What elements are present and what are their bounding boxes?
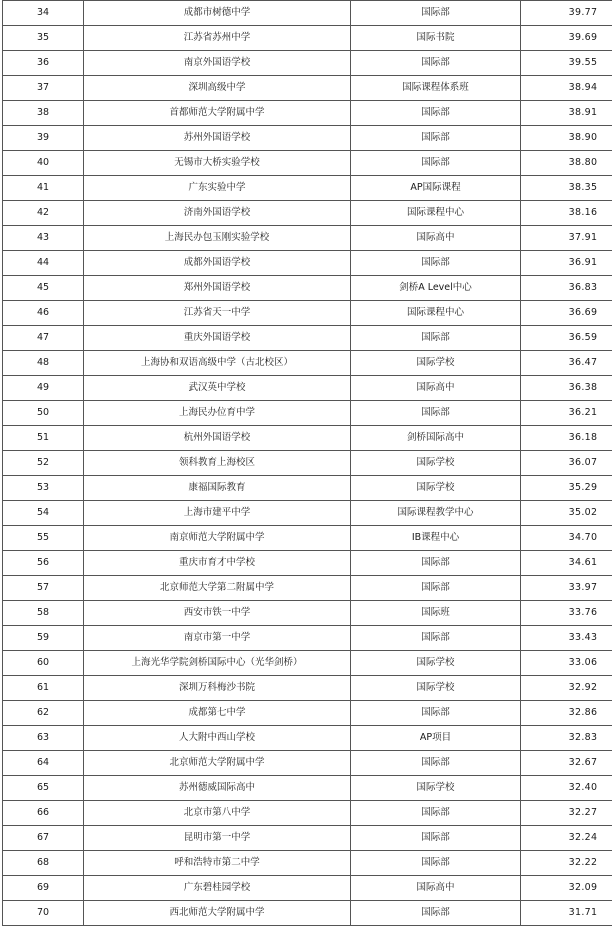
school-name-cell: 昆明市第一中学 bbox=[84, 826, 351, 851]
score-cell: 31.71 bbox=[521, 901, 612, 926]
school-name-cell: 呼和浩特市第二中学 bbox=[84, 851, 351, 876]
department-cell: 国际部 bbox=[351, 851, 521, 876]
score-cell: 35.29 bbox=[521, 476, 612, 501]
school-name-cell: 康福国际教育 bbox=[84, 476, 351, 501]
rank-cell: 53 bbox=[3, 476, 84, 501]
rank-cell: 38 bbox=[3, 101, 84, 126]
table-row bbox=[3, 526, 612, 551]
score-cell: 38.80 bbox=[521, 151, 612, 176]
rank-cell: 34 bbox=[3, 1, 84, 26]
rank-cell: 40 bbox=[3, 151, 84, 176]
school-name-cell: 上海市建平中学 bbox=[84, 501, 351, 526]
rank-cell: 43 bbox=[3, 226, 84, 251]
department-cell: AP国际课程 bbox=[351, 176, 521, 201]
table-row bbox=[3, 751, 612, 776]
school-name-cell: 苏州德威国际高中 bbox=[84, 776, 351, 801]
department-cell: 国际学校 bbox=[351, 651, 521, 676]
table-row bbox=[3, 876, 612, 901]
school-name-cell: 深圳高级中学 bbox=[84, 76, 351, 101]
score-cell: 34.70 bbox=[521, 526, 612, 551]
school-name-cell: 苏州外国语学校 bbox=[84, 126, 351, 151]
table-row bbox=[3, 226, 612, 251]
table-row bbox=[3, 851, 612, 876]
score-cell: 32.40 bbox=[521, 776, 612, 801]
score-cell: 36.07 bbox=[521, 451, 612, 476]
department-cell: 国际高中 bbox=[351, 876, 521, 901]
score-cell: 36.18 bbox=[521, 426, 612, 451]
table-row bbox=[3, 76, 612, 101]
department-cell: 国际部 bbox=[351, 326, 521, 351]
rank-cell: 62 bbox=[3, 701, 84, 726]
score-cell: 38.16 bbox=[521, 201, 612, 226]
score-cell: 36.38 bbox=[521, 376, 612, 401]
score-cell: 38.35 bbox=[521, 176, 612, 201]
school-name-cell: 首都师范大学附属中学 bbox=[84, 101, 351, 126]
rank-cell: 59 bbox=[3, 626, 84, 651]
department-cell: 国际部 bbox=[351, 51, 521, 76]
rank-cell: 55 bbox=[3, 526, 84, 551]
department-cell: 国际部 bbox=[351, 151, 521, 176]
rank-cell: 69 bbox=[3, 876, 84, 901]
school-name-cell: 北京师范大学第二附属中学 bbox=[84, 576, 351, 601]
department-cell: 国际部 bbox=[351, 576, 521, 601]
school-name-cell: 西安市铁一中学 bbox=[84, 601, 351, 626]
score-cell: 38.91 bbox=[521, 101, 612, 126]
table-row bbox=[3, 126, 612, 151]
rank-cell: 61 bbox=[3, 676, 84, 701]
score-cell: 32.09 bbox=[521, 876, 612, 901]
ranking-table-body bbox=[3, 1, 612, 926]
table-row bbox=[3, 326, 612, 351]
score-cell: 33.43 bbox=[521, 626, 612, 651]
table-row bbox=[3, 151, 612, 176]
department-cell: 国际课程中心 bbox=[351, 201, 521, 226]
school-name-cell: 上海光华学院剑桥国际中心（光华剑桥） bbox=[84, 651, 351, 676]
score-cell: 33.76 bbox=[521, 601, 612, 626]
rank-cell: 68 bbox=[3, 851, 84, 876]
table-row bbox=[3, 351, 612, 376]
department-cell: 国际部 bbox=[351, 126, 521, 151]
score-cell: 35.02 bbox=[521, 501, 612, 526]
table-row bbox=[3, 726, 612, 751]
department-cell: IB课程中心 bbox=[351, 526, 521, 551]
school-name-cell: 江苏省天一中学 bbox=[84, 301, 351, 326]
score-cell: 39.77 bbox=[521, 1, 612, 26]
school-name-cell: 上海民办位育中学 bbox=[84, 401, 351, 426]
school-name-cell: 南京师范大学附属中学 bbox=[84, 526, 351, 551]
score-cell: 36.47 bbox=[521, 351, 612, 376]
table-row bbox=[3, 276, 612, 301]
score-cell: 36.59 bbox=[521, 326, 612, 351]
score-cell: 36.91 bbox=[521, 251, 612, 276]
department-cell: 国际课程中心 bbox=[351, 301, 521, 326]
school-name-cell: 济南外国语学校 bbox=[84, 201, 351, 226]
table-row bbox=[3, 201, 612, 226]
department-cell: 国际学校 bbox=[351, 351, 521, 376]
school-name-cell: 杭州外国语学校 bbox=[84, 426, 351, 451]
table-row bbox=[3, 451, 612, 476]
table-row bbox=[3, 26, 612, 51]
school-name-cell: 江苏省苏州中学 bbox=[84, 26, 351, 51]
school-name-cell: 南京市第一中学 bbox=[84, 626, 351, 651]
school-name-cell: 无锡市大桥实验学校 bbox=[84, 151, 351, 176]
score-cell: 39.55 bbox=[521, 51, 612, 76]
school-name-cell: 北京师范大学附属中学 bbox=[84, 751, 351, 776]
table-row bbox=[3, 301, 612, 326]
school-name-cell: 上海协和双语高级中学（古北校区） bbox=[84, 351, 351, 376]
table-row bbox=[3, 501, 612, 526]
school-name-cell: 成都外国语学校 bbox=[84, 251, 351, 276]
rank-cell: 56 bbox=[3, 551, 84, 576]
rank-cell: 60 bbox=[3, 651, 84, 676]
department-cell: 国际书院 bbox=[351, 26, 521, 51]
department-cell: 国际高中 bbox=[351, 226, 521, 251]
rank-cell: 70 bbox=[3, 901, 84, 926]
table-row bbox=[3, 551, 612, 576]
school-name-cell: 人大附中西山学校 bbox=[84, 726, 351, 751]
score-cell: 32.22 bbox=[521, 851, 612, 876]
school-name-cell: 上海民办包玉刚实验学校 bbox=[84, 226, 351, 251]
rank-cell: 49 bbox=[3, 376, 84, 401]
department-cell: 国际高中 bbox=[351, 376, 521, 401]
department-cell: 国际部 bbox=[351, 751, 521, 776]
department-cell: 国际部 bbox=[351, 826, 521, 851]
school-name-cell: 西北师范大学附属中学 bbox=[84, 901, 351, 926]
rank-cell: 51 bbox=[3, 426, 84, 451]
department-cell: 国际课程体系班 bbox=[351, 76, 521, 101]
department-cell: 国际部 bbox=[351, 626, 521, 651]
score-cell: 36.69 bbox=[521, 301, 612, 326]
table-row bbox=[3, 601, 612, 626]
rank-cell: 44 bbox=[3, 251, 84, 276]
department-cell: 国际部 bbox=[351, 101, 521, 126]
school-name-cell: 成都市树德中学 bbox=[84, 1, 351, 26]
table-row bbox=[3, 401, 612, 426]
department-cell: 国际部 bbox=[351, 1, 521, 26]
department-cell: 国际学校 bbox=[351, 676, 521, 701]
department-cell: 国际部 bbox=[351, 251, 521, 276]
department-cell: 国际部 bbox=[351, 901, 521, 926]
school-name-cell: 郑州外国语学校 bbox=[84, 276, 351, 301]
score-cell: 33.97 bbox=[521, 576, 612, 601]
department-cell: 国际学校 bbox=[351, 776, 521, 801]
rank-cell: 48 bbox=[3, 351, 84, 376]
table-row bbox=[3, 651, 612, 676]
score-cell: 37.91 bbox=[521, 226, 612, 251]
table-row bbox=[3, 476, 612, 501]
school-name-cell: 南京外国语学校 bbox=[84, 51, 351, 76]
table-row bbox=[3, 626, 612, 651]
score-cell: 33.06 bbox=[521, 651, 612, 676]
score-cell: 32.83 bbox=[521, 726, 612, 751]
rank-cell: 63 bbox=[3, 726, 84, 751]
table-row bbox=[3, 676, 612, 701]
school-name-cell: 北京市第八中学 bbox=[84, 801, 351, 826]
rank-cell: 54 bbox=[3, 501, 84, 526]
department-cell: 国际学校 bbox=[351, 476, 521, 501]
department-cell: 国际学校 bbox=[351, 451, 521, 476]
rank-cell: 36 bbox=[3, 51, 84, 76]
score-cell: 36.83 bbox=[521, 276, 612, 301]
rank-cell: 65 bbox=[3, 776, 84, 801]
table-row bbox=[3, 901, 612, 926]
rank-cell: 64 bbox=[3, 751, 84, 776]
table-row bbox=[3, 1, 612, 26]
rank-cell: 58 bbox=[3, 601, 84, 626]
rank-cell: 66 bbox=[3, 801, 84, 826]
department-cell: 剑桥国际高中 bbox=[351, 426, 521, 451]
rank-cell: 52 bbox=[3, 451, 84, 476]
rank-cell: 50 bbox=[3, 401, 84, 426]
rank-cell: 46 bbox=[3, 301, 84, 326]
department-cell: 国际班 bbox=[351, 601, 521, 626]
rank-cell: 57 bbox=[3, 576, 84, 601]
department-cell: 国际部 bbox=[351, 401, 521, 426]
school-name-cell: 深圳万科梅沙书院 bbox=[84, 676, 351, 701]
score-cell: 34.61 bbox=[521, 551, 612, 576]
score-cell: 38.90 bbox=[521, 126, 612, 151]
school-name-cell: 重庆外国语学校 bbox=[84, 326, 351, 351]
table-row bbox=[3, 776, 612, 801]
rank-cell: 35 bbox=[3, 26, 84, 51]
score-cell: 39.69 bbox=[521, 26, 612, 51]
table-row bbox=[3, 701, 612, 726]
score-cell: 32.27 bbox=[521, 801, 612, 826]
school-name-cell: 广东实验中学 bbox=[84, 176, 351, 201]
table-row bbox=[3, 801, 612, 826]
school-name-cell: 武汉英中学校 bbox=[84, 376, 351, 401]
table-row bbox=[3, 251, 612, 276]
department-cell: 国际部 bbox=[351, 701, 521, 726]
score-cell: 36.21 bbox=[521, 401, 612, 426]
score-cell: 32.86 bbox=[521, 701, 612, 726]
rank-cell: 39 bbox=[3, 126, 84, 151]
score-cell: 32.67 bbox=[521, 751, 612, 776]
score-cell: 32.24 bbox=[521, 826, 612, 851]
department-cell: AP项目 bbox=[351, 726, 521, 751]
rank-cell: 47 bbox=[3, 326, 84, 351]
table-row bbox=[3, 426, 612, 451]
ranking-table bbox=[2, 0, 612, 926]
department-cell: 国际部 bbox=[351, 551, 521, 576]
score-cell: 32.92 bbox=[521, 676, 612, 701]
score-cell: 38.94 bbox=[521, 76, 612, 101]
table-row bbox=[3, 826, 612, 851]
table-row bbox=[3, 376, 612, 401]
rank-cell: 41 bbox=[3, 176, 84, 201]
school-name-cell: 成都第七中学 bbox=[84, 701, 351, 726]
table-row bbox=[3, 101, 612, 126]
department-cell: 国际课程教学中心 bbox=[351, 501, 521, 526]
rank-cell: 67 bbox=[3, 826, 84, 851]
school-name-cell: 广东碧桂园学校 bbox=[84, 876, 351, 901]
school-name-cell: 领科教育上海校区 bbox=[84, 451, 351, 476]
rank-cell: 37 bbox=[3, 76, 84, 101]
department-cell: 剑桥A Level中心 bbox=[351, 276, 521, 301]
department-cell: 国际部 bbox=[351, 801, 521, 826]
table-row bbox=[3, 576, 612, 601]
school-name-cell: 重庆市育才中学校 bbox=[84, 551, 351, 576]
rank-cell: 42 bbox=[3, 201, 84, 226]
table-row bbox=[3, 51, 612, 76]
table-row bbox=[3, 176, 612, 201]
rank-cell: 45 bbox=[3, 276, 84, 301]
